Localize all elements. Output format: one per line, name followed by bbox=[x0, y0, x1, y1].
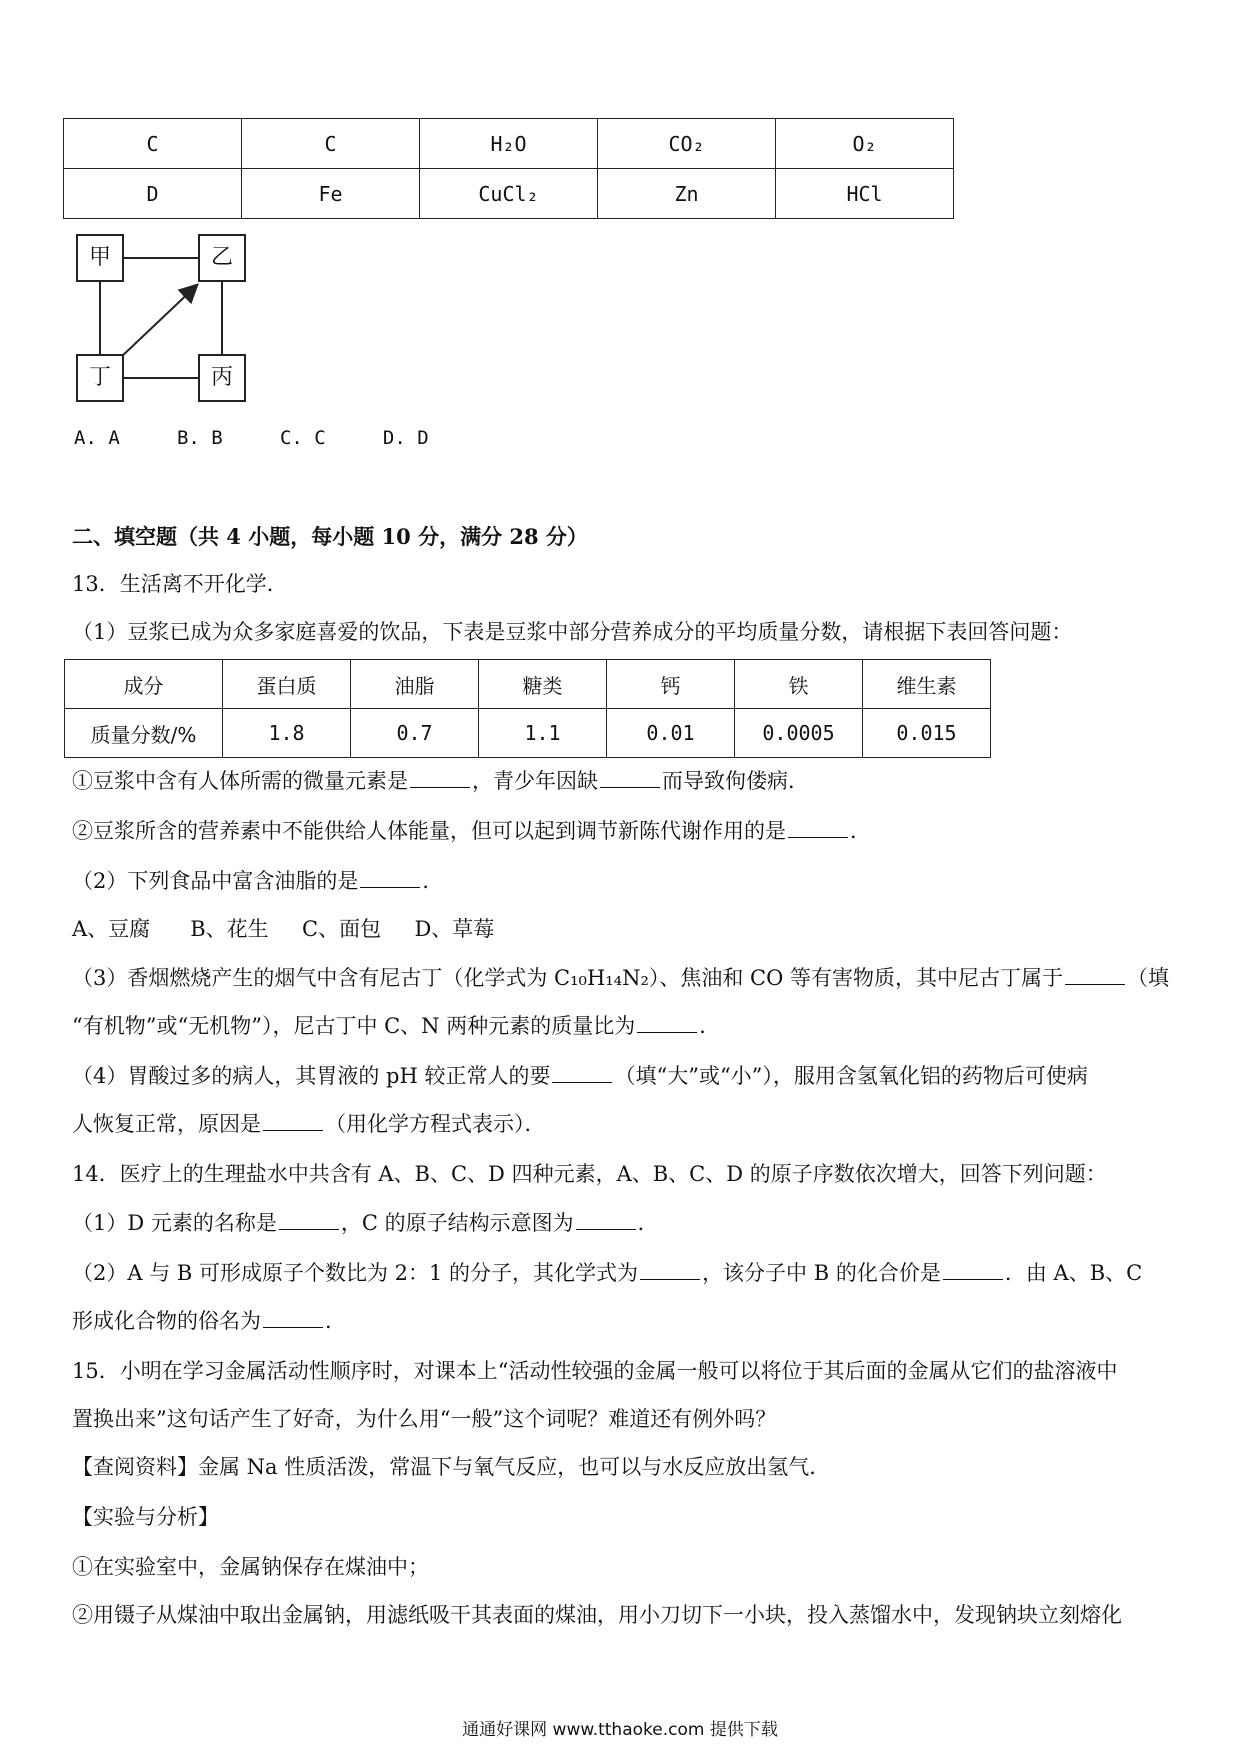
q13-part4 bbox=[72, 1061, 1088, 1091]
text: （用化学方程式表示）． bbox=[325, 1112, 546, 1136]
text: ①豆浆中含有人体所需的微量元素是 bbox=[72, 769, 408, 793]
option-d: D. D bbox=[382, 427, 429, 449]
answer-blank bbox=[576, 1209, 636, 1230]
table-cell: 0.0005 bbox=[735, 709, 863, 758]
q12-options bbox=[74, 423, 429, 453]
text: ②豆浆所含的营养素中不能供给人体能量，但可以起到调节新陈代谢作用的是 bbox=[72, 819, 786, 843]
q13-sub1 bbox=[72, 766, 809, 796]
table-cell: 1.8 bbox=[223, 709, 351, 758]
box-ding: 丁 bbox=[76, 354, 124, 402]
q15-step1: ①在实验室中，金属钠保存在煤油中； bbox=[72, 1555, 429, 1579]
text: 而导致佝偻病． bbox=[662, 769, 809, 793]
table-cell: Zn bbox=[598, 169, 776, 219]
table-header: 钙 bbox=[607, 660, 735, 709]
table-header: 维生素 bbox=[863, 660, 991, 709]
q13-part4-cont bbox=[72, 1109, 546, 1139]
table-cell: CO₂ bbox=[598, 119, 776, 169]
text: （2）A 与 B 可形成原子个数比为 2：1 的分子，其化学式为 bbox=[72, 1261, 639, 1285]
q15-reference: 【查阅资料】金属 Na 性质活泼，常温下与氧气反应，也可以与水反应放出氢气． bbox=[72, 1455, 831, 1479]
nutrition-table bbox=[64, 659, 991, 758]
text: 人恢复正常，原因是 bbox=[72, 1112, 261, 1136]
table-cell: CuCl₂ bbox=[420, 169, 598, 219]
text: （填 bbox=[1127, 966, 1170, 990]
table-cell: 1.1 bbox=[479, 709, 607, 758]
table-cell: 质量分数/% bbox=[65, 709, 223, 758]
table-header: 油脂 bbox=[351, 660, 479, 709]
answer-blank bbox=[637, 1012, 697, 1033]
answer-blank bbox=[410, 767, 470, 788]
answer-blank bbox=[263, 1110, 323, 1131]
q14-title: 14．医疗上的生理盐水中共含有 A、B、C、D 四种元素，A、B、C、D 的原子序数依次增大，回答下列问题： bbox=[72, 1162, 1107, 1186]
table-cell: C bbox=[64, 119, 242, 169]
text: （填“大”或“小”），服用含氢氧化铝的药物后可使病 bbox=[614, 1064, 1088, 1088]
q14-part1 bbox=[72, 1208, 659, 1238]
section-heading: 二、填空题（共 4 小题，每小题 10 分，满分 28 分） bbox=[72, 524, 588, 549]
answer-blank bbox=[600, 767, 660, 788]
q13-title: 13．生活离不开化学． bbox=[72, 572, 288, 596]
answer-blank bbox=[360, 867, 420, 888]
answer-blank bbox=[279, 1209, 339, 1230]
answer-blank bbox=[263, 1307, 323, 1328]
option-c: C. C bbox=[279, 427, 326, 449]
table-header: 糖类 bbox=[479, 660, 607, 709]
q13-part1: （1）豆浆已成为众多家庭喜爱的饮品，下表是豆浆中部分营养成分的平均质量分数，请根据下表回答问题： bbox=[72, 620, 1073, 644]
text: ，该分子中 B 的化合价是 bbox=[702, 1261, 941, 1285]
answer-blank bbox=[552, 1062, 612, 1083]
q15-line2: 置换出来”这句话产生了好奇，为什么用“一般”这个词呢？难道还有例外吗？ bbox=[72, 1407, 777, 1431]
q15-experiment-heading: 【实验与分析】 bbox=[72, 1505, 219, 1529]
q13-sub2 bbox=[72, 816, 871, 846]
table-cell: 0.01 bbox=[607, 709, 735, 758]
table-row bbox=[64, 119, 954, 169]
text: ，青少年因缺 bbox=[472, 769, 598, 793]
text: ，C 的原子结构示意图为 bbox=[340, 1211, 574, 1235]
option-b: B. B bbox=[176, 427, 223, 449]
table-row bbox=[65, 709, 991, 758]
text: ．由 A、B、C bbox=[1004, 1261, 1143, 1285]
options-table bbox=[63, 118, 954, 219]
box-jia: 甲 bbox=[76, 234, 124, 282]
table-row bbox=[64, 169, 954, 219]
q13-part2-options: A、豆腐 B、花生 C、面包 D、草莓 bbox=[72, 917, 495, 941]
answer-blank bbox=[943, 1259, 1003, 1280]
answer-blank bbox=[1065, 964, 1125, 985]
q14-part2-cont bbox=[72, 1306, 346, 1336]
q15-line1: 15．小明在学习金属活动性顺序时，对课本上“活动性较强的金属一般可以将位于其后面的金属从它们的盐溶液中 bbox=[72, 1359, 1118, 1383]
table-cell: D bbox=[64, 169, 242, 219]
text: ． bbox=[325, 1309, 346, 1333]
text: （4）胃酸过多的病人，其胃液的 pH 较正常人的要 bbox=[72, 1064, 551, 1088]
table-cell: C bbox=[242, 119, 420, 169]
text: （3）香烟燃烧产生的烟气中含有尼古丁（化学式为 C₁₀H₁₄N₂）、焦油和 CO 等有害物质，其中尼古丁属于 bbox=[72, 966, 1064, 990]
q13-part2 bbox=[72, 866, 443, 896]
arrow-ding-yi bbox=[120, 286, 196, 358]
table-header: 蛋白质 bbox=[223, 660, 351, 709]
table-header-row bbox=[65, 660, 991, 709]
table-cell: O₂ bbox=[776, 119, 954, 169]
table-cell: H₂O bbox=[420, 119, 598, 169]
table-cell: HCl bbox=[776, 169, 954, 219]
q13-part3-cont bbox=[72, 1011, 720, 1041]
table-header: 铁 bbox=[735, 660, 863, 709]
text: ． bbox=[637, 1211, 659, 1235]
text: ． bbox=[699, 1014, 721, 1038]
box-yi: 乙 bbox=[198, 234, 246, 282]
table-cell: 0.7 bbox=[351, 709, 479, 758]
q13-part3 bbox=[72, 963, 1169, 993]
relation-diagram bbox=[76, 234, 256, 404]
answer-blank bbox=[788, 817, 848, 838]
table-cell: Fe bbox=[242, 169, 420, 219]
page-footer: 通通好课网 www.tthaoke.com 提供下载 bbox=[462, 1720, 778, 1740]
box-bing: 丙 bbox=[198, 354, 246, 402]
q14-part2 bbox=[72, 1258, 1142, 1288]
text: （2）下列食品中富含油脂的是 bbox=[72, 869, 359, 893]
text: ． bbox=[850, 819, 871, 843]
text: 形成化合物的俗名为 bbox=[72, 1309, 261, 1333]
option-a: A. A bbox=[74, 427, 120, 449]
table-header: 成分 bbox=[65, 660, 223, 709]
text: （1）D 元素的名称是 bbox=[72, 1211, 277, 1235]
text: ． bbox=[422, 869, 444, 893]
answer-blank bbox=[640, 1259, 700, 1280]
text: “有机物”或“无机物”），尼古丁中 C、N 两种元素的质量比为 bbox=[72, 1014, 636, 1038]
q15-step2: ②用镊子从煤油中取出金属钠，用滤纸吸干其表面的煤油，用小刀切下一小块，投入蒸馏水中，发现钠块立刻熔化 bbox=[72, 1603, 1122, 1627]
table-cell: 0.015 bbox=[863, 709, 991, 758]
